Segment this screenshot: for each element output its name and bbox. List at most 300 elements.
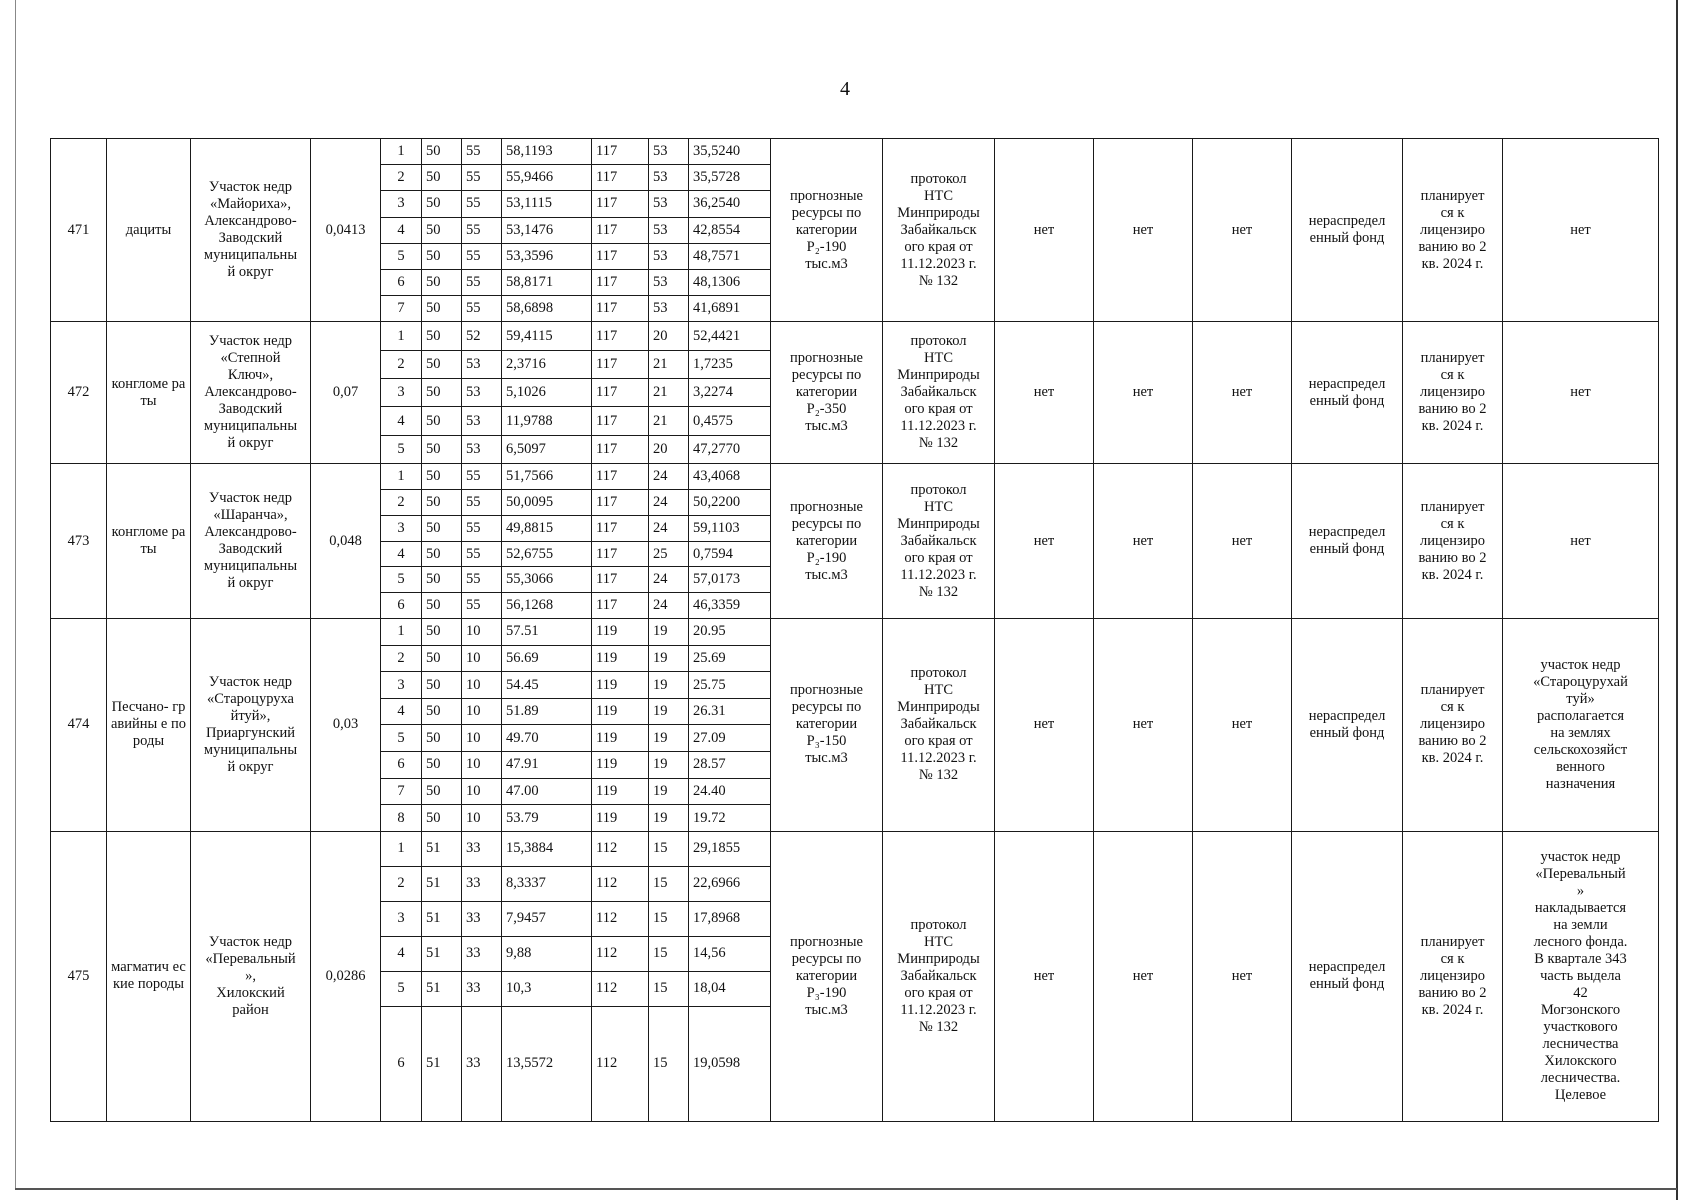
cell-line: протокол: [910, 481, 967, 498]
coordinate-value: 53: [649, 296, 689, 322]
cell-line: ванию во 2: [1418, 733, 1487, 750]
cell-line: нераспредел: [1308, 213, 1386, 230]
cell-line: »: [1576, 882, 1585, 899]
cell-line: ся к: [1440, 367, 1465, 384]
cell-line: ся к: [1440, 204, 1465, 221]
status-col-10: нет: [1094, 831, 1193, 1121]
coordinate-value: 15: [649, 831, 689, 866]
coordinate-value: 10: [462, 672, 502, 699]
coordinate-value: 55: [462, 490, 502, 516]
coordinate-value: 19: [649, 619, 689, 646]
cell-line: ого края от: [904, 733, 973, 750]
cell-line: НТС: [924, 350, 953, 367]
coordinate-value: 55: [462, 567, 502, 593]
coordinate-value: 24.40: [689, 778, 771, 805]
cell-line: Хилокский: [216, 984, 285, 1001]
coordinate-value: 117: [592, 567, 649, 593]
cell-line: ся к: [1440, 699, 1465, 716]
cell-line: лицензиро: [1420, 532, 1485, 549]
coordinate-value: 50: [422, 778, 462, 805]
fund-status: [1292, 322, 1403, 464]
point-number: 1: [381, 322, 422, 350]
cell-line: Забайкальск: [900, 384, 977, 401]
coordinate-value: 119: [592, 645, 649, 672]
cell-line: «Шаранча»,: [213, 507, 288, 524]
point-number: 6: [381, 752, 422, 779]
coordinate-value: 52,6755: [502, 541, 592, 567]
point-number: 2: [381, 866, 422, 901]
record-number: 475: [51, 831, 107, 1121]
scan-edge-right: [1676, 0, 1678, 1200]
cell-line: лицензиро: [1420, 384, 1485, 401]
coordinate-value: 41,6891: [689, 296, 771, 322]
cell-line: протокол: [910, 916, 967, 933]
point-number: 6: [381, 269, 422, 295]
cell-line: й округ: [227, 575, 274, 592]
cell-line: ресурсы по: [791, 950, 862, 967]
coordinate-value: 117: [592, 435, 649, 463]
cell-line: НТС: [924, 187, 953, 204]
coordinate-value: 53: [649, 217, 689, 243]
status-col-11: нет: [1193, 831, 1292, 1121]
coordinate-value: 117: [592, 322, 649, 350]
coordinate-value: 55: [462, 541, 502, 567]
cell-line: № 132: [918, 272, 959, 289]
fund-status: [1292, 464, 1403, 619]
cell-line: планирует: [1420, 682, 1485, 699]
status-col-11: нет: [1193, 464, 1292, 619]
coordinate-value: 24: [649, 464, 689, 490]
coordinate-value: 55,3066: [502, 567, 592, 593]
cell-line: прогнозные: [790, 682, 863, 699]
cell-line: участок недр: [1540, 848, 1621, 865]
coordinate-value: 15: [649, 866, 689, 901]
coordinate-value: 24: [649, 515, 689, 541]
cell-line: енный фонд: [1309, 392, 1385, 409]
site-name: [191, 464, 311, 619]
cell-line: кв. 2024 г.: [1421, 1001, 1484, 1018]
cell-line: ого края от: [904, 549, 973, 566]
coordinate-value: 55: [462, 165, 502, 191]
cell-line: категории: [795, 967, 858, 984]
coordinate-value: 25.75: [689, 672, 771, 699]
subsoil-registry-table: [50, 138, 1659, 1122]
coordinate-value: 117: [592, 407, 649, 435]
cell-line: тыс.м3: [805, 566, 848, 583]
point-number: 3: [381, 379, 422, 407]
coordinate-value: 55,9466: [502, 165, 592, 191]
coordinate-value: 33: [462, 866, 502, 901]
coordinate-value: 50: [422, 269, 462, 295]
cell-line: «Майориха»,: [210, 196, 291, 213]
coordinate-value: 51,7566: [502, 464, 592, 490]
protocol-ref: [883, 322, 995, 464]
coordinate-value: 53: [649, 269, 689, 295]
coordinate-value: 59,1103: [689, 515, 771, 541]
cell-line: Минприроды: [897, 204, 980, 221]
coordinate-value: 58,1193: [502, 139, 592, 165]
coordinate-value: 112: [592, 936, 649, 971]
coordinate-value: 15: [649, 901, 689, 936]
cell-line: венного: [1556, 758, 1605, 775]
coordinate-value: 19: [649, 752, 689, 779]
coordinate-value: 43,4068: [689, 464, 771, 490]
forecast-resources: [771, 831, 883, 1121]
coordinate-value: 55: [462, 139, 502, 165]
point-number: 4: [381, 936, 422, 971]
coordinate-value: 54.45: [502, 672, 592, 699]
mineral-type: магматич еские породы: [107, 831, 191, 1121]
coordinate-value: 119: [592, 619, 649, 646]
coordinate-value: 20: [649, 322, 689, 350]
cell-line: планирует: [1420, 350, 1485, 367]
coordinate-value: 50: [422, 464, 462, 490]
cell-line: прогнозные: [790, 350, 863, 367]
record-number: 474: [51, 619, 107, 832]
coordinate-value: 51: [422, 936, 462, 971]
coordinate-value: 117: [592, 379, 649, 407]
cell-line: Минприроды: [897, 950, 980, 967]
coordinate-value: 33: [462, 1006, 502, 1121]
coordinate-value: 10: [462, 778, 502, 805]
coordinate-value: 50: [422, 805, 462, 832]
coordinate-value: 117: [592, 191, 649, 217]
site-area: 0,048: [311, 464, 381, 619]
point-number: 5: [381, 971, 422, 1006]
cell-line: лицензиро: [1420, 967, 1485, 984]
cell-line: Александрово-: [204, 213, 297, 230]
cell-line: ванию во 2: [1418, 549, 1487, 566]
status-col-11: нет: [1193, 139, 1292, 322]
cell-line: район: [232, 1001, 269, 1018]
cell-line: категории: [795, 221, 858, 238]
coordinate-value: 33: [462, 901, 502, 936]
coordinate-value: 47.00: [502, 778, 592, 805]
coordinate-value: 35,5240: [689, 139, 771, 165]
coordinate-value: 8,3337: [502, 866, 592, 901]
coordinate-value: 119: [592, 805, 649, 832]
table-row: [51, 619, 1659, 646]
coordinate-value: 50: [422, 191, 462, 217]
coordinate-value: 55: [462, 191, 502, 217]
point-number: 5: [381, 725, 422, 752]
cell-line: кв. 2024 г.: [1421, 566, 1484, 583]
cell-line: ресурсы по: [791, 204, 862, 221]
cell-line: накладывается: [1534, 899, 1627, 916]
cell-line: № 132: [918, 767, 959, 784]
coordinate-value: 117: [592, 515, 649, 541]
coordinate-value: 117: [592, 243, 649, 269]
cell-line: Минприроды: [897, 367, 980, 384]
cell-line: № 132: [918, 583, 959, 600]
coordinate-value: 28.57: [689, 752, 771, 779]
site-name: [191, 139, 311, 322]
cell-line: Участок недр: [208, 490, 293, 507]
coordinate-value: 10: [462, 698, 502, 725]
coordinate-value: 46,3359: [689, 593, 771, 619]
cell-line: ого края от: [904, 238, 973, 255]
cell-line: Участок недр: [208, 333, 293, 350]
cell-line: прогнозные: [790, 498, 863, 515]
cell-line: енный фонд: [1309, 724, 1385, 741]
coordinate-value: 9,88: [502, 936, 592, 971]
cell-line: ванию во 2: [1418, 984, 1487, 1001]
cell-line: «Перевальный: [1535, 865, 1626, 882]
cell-line: туй»: [1566, 690, 1595, 707]
site-note: [1503, 619, 1659, 832]
status-col-11: нет: [1193, 322, 1292, 464]
coordinate-value: 3,2274: [689, 379, 771, 407]
status-col-9: нет: [995, 322, 1094, 464]
cell-line: ого края от: [904, 984, 973, 1001]
coordinate-value: 25.69: [689, 645, 771, 672]
cell-line: протокол: [910, 170, 967, 187]
cell-line: P₃-150: [806, 733, 847, 750]
coordinate-value: 57.51: [502, 619, 592, 646]
coordinate-value: 50: [422, 243, 462, 269]
coordinate-value: 50: [422, 567, 462, 593]
cell-line: й округ: [227, 435, 274, 452]
cell-line: сельскохозяйст: [1533, 741, 1628, 758]
coordinate-value: 52,4421: [689, 322, 771, 350]
site-area: 0,07: [311, 322, 381, 464]
status-col-9: нет: [995, 464, 1094, 619]
cell-line: на землях: [1550, 724, 1611, 741]
point-number: 1: [381, 139, 422, 165]
coordinate-value: 117: [592, 269, 649, 295]
coordinate-value: 0,4575: [689, 407, 771, 435]
coordinate-value: 50,0095: [502, 490, 592, 516]
coordinate-value: 50: [422, 435, 462, 463]
cell-line: тыс.м3: [805, 750, 848, 767]
coordinate-value: 7,9457: [502, 901, 592, 936]
coordinate-value: 51: [422, 901, 462, 936]
coordinate-value: 48,1306: [689, 269, 771, 295]
mineral-type: конгломе раты: [107, 464, 191, 619]
cell-line: В квартале 343: [1534, 950, 1627, 967]
cell-line: Забайкальск: [900, 967, 977, 984]
coordinate-value: 55: [462, 464, 502, 490]
coordinate-value: 119: [592, 672, 649, 699]
coordinate-value: 10: [462, 805, 502, 832]
coordinate-value: 55: [462, 296, 502, 322]
status-col-9: нет: [995, 619, 1094, 832]
cell-line: P₂-190: [806, 238, 847, 255]
coordinate-value: 25: [649, 541, 689, 567]
cell-line: категории: [795, 384, 858, 401]
coordinate-value: 112: [592, 1006, 649, 1121]
forecast-resources: [771, 322, 883, 464]
site-area: 0,0413: [311, 139, 381, 322]
coordinate-value: 50: [422, 350, 462, 378]
coordinate-value: 10: [462, 725, 502, 752]
coordinate-value: 53: [462, 379, 502, 407]
coordinate-value: 36,2540: [689, 191, 771, 217]
cell-line: на земли: [1553, 916, 1608, 933]
coordinate-value: 57,0173: [689, 567, 771, 593]
coordinate-value: 50: [422, 645, 462, 672]
coordinate-value: 50: [422, 619, 462, 646]
coordinate-value: 55: [462, 243, 502, 269]
coordinate-value: 29,1855: [689, 831, 771, 866]
coordinate-value: 49,8815: [502, 515, 592, 541]
site-note: [1503, 322, 1659, 464]
cell-line: Александрово-: [204, 524, 297, 541]
cell-line: й округ: [227, 758, 274, 775]
coordinate-value: 20.95: [689, 619, 771, 646]
coordinate-value: 21: [649, 350, 689, 378]
record-number: 473: [51, 464, 107, 619]
coordinate-value: 15: [649, 971, 689, 1006]
coordinate-value: 50: [422, 379, 462, 407]
coordinate-value: 50: [422, 593, 462, 619]
status-col-9: нет: [995, 139, 1094, 322]
coordinate-value: 35,5728: [689, 165, 771, 191]
coordinate-value: 53,1476: [502, 217, 592, 243]
fund-status: [1292, 831, 1403, 1121]
cell-line: протокол: [910, 333, 967, 350]
cell-line: 11.12.2023 г.: [900, 418, 977, 435]
coordinate-value: 47.91: [502, 752, 592, 779]
cell-line: тыс.м3: [805, 418, 848, 435]
cell-line: муниципальны: [203, 418, 298, 435]
cell-line: планирует: [1420, 498, 1485, 515]
forecast-resources: [771, 464, 883, 619]
cell-line: 11.12.2023 г.: [900, 566, 977, 583]
coordinate-value: 53: [649, 191, 689, 217]
cell-line: лесничества: [1542, 1035, 1619, 1052]
protocol-ref: [883, 464, 995, 619]
coordinate-value: 55: [462, 217, 502, 243]
fund-status: [1292, 619, 1403, 832]
table-row: [51, 139, 1659, 165]
cell-line: Участок недр: [208, 179, 293, 196]
coordinate-value: 27.09: [689, 725, 771, 752]
coordinate-value: 51: [422, 1006, 462, 1121]
protocol-ref: [883, 139, 995, 322]
point-number: 4: [381, 217, 422, 243]
cell-line: Могзонского: [1540, 1001, 1621, 1018]
coordinate-value: 14,56: [689, 936, 771, 971]
cell-line: «Староцурухай: [1533, 673, 1628, 690]
coordinate-value: 53: [462, 435, 502, 463]
coordinate-value: 26.31: [689, 698, 771, 725]
point-number: 4: [381, 541, 422, 567]
coordinate-value: 33: [462, 971, 502, 1006]
point-number: 5: [381, 435, 422, 463]
coordinate-value: 112: [592, 971, 649, 1006]
cell-line: категории: [795, 716, 858, 733]
cell-line: прогнозные: [790, 933, 863, 950]
cell-line: 11.12.2023 г.: [900, 255, 977, 272]
coordinate-value: 51.89: [502, 698, 592, 725]
coordinate-value: 55: [462, 593, 502, 619]
coordinate-value: 42,8554: [689, 217, 771, 243]
site-note: [1503, 139, 1659, 322]
cell-line: категории: [795, 532, 858, 549]
coordinate-value: 58,8171: [502, 269, 592, 295]
record-number: 472: [51, 322, 107, 464]
cell-line: «Степной: [220, 350, 281, 367]
cell-line: часть выдела: [1540, 967, 1621, 984]
coordinate-value: 119: [592, 752, 649, 779]
cell-line: ресурсы по: [791, 515, 862, 532]
coordinate-value: 117: [592, 139, 649, 165]
cell-line: тыс.м3: [805, 1001, 848, 1018]
status-col-10: нет: [1094, 619, 1193, 832]
coordinate-value: 47,2770: [689, 435, 771, 463]
record-number: 471: [51, 139, 107, 322]
licensing-plan: [1403, 464, 1503, 619]
coordinate-value: 50: [422, 672, 462, 699]
coordinate-value: 50: [422, 296, 462, 322]
cell-line: енный фонд: [1309, 541, 1385, 558]
status-col-10: нет: [1094, 322, 1193, 464]
licensing-plan: [1403, 322, 1503, 464]
cell-line: Минприроды: [897, 515, 980, 532]
coordinate-value: 117: [592, 541, 649, 567]
coordinate-value: 18,04: [689, 971, 771, 1006]
coordinate-value: 48,7571: [689, 243, 771, 269]
coordinate-value: 24: [649, 593, 689, 619]
coordinate-value: 56,1268: [502, 593, 592, 619]
cell-line: Заводский: [218, 230, 283, 247]
coordinate-value: 6,5097: [502, 435, 592, 463]
cell-line: № 132: [918, 1018, 959, 1035]
coordinate-value: 10,3: [502, 971, 592, 1006]
coordinate-value: 55: [462, 515, 502, 541]
coordinate-value: 53: [462, 407, 502, 435]
site-name: [191, 831, 311, 1121]
cell-line: тыс.м3: [805, 255, 848, 272]
coordinate-value: 51: [422, 831, 462, 866]
coordinate-value: 19: [649, 778, 689, 805]
status-col-9: нет: [995, 831, 1094, 1121]
coordinate-value: 55: [462, 269, 502, 295]
coordinate-value: 0,7594: [689, 541, 771, 567]
cell-line: Заводский: [218, 401, 283, 418]
coordinate-value: 50: [422, 407, 462, 435]
coordinate-value: 50: [422, 165, 462, 191]
cell-line: ресурсы по: [791, 367, 862, 384]
fund-status: [1292, 139, 1403, 322]
protocol-ref: [883, 619, 995, 832]
coordinate-value: 2,3716: [502, 350, 592, 378]
coordinate-value: 51: [422, 866, 462, 901]
page-number: 4: [840, 78, 850, 100]
cell-line: НТС: [924, 498, 953, 515]
site-area: 0,03: [311, 619, 381, 832]
coordinate-value: 50: [422, 698, 462, 725]
point-number: 5: [381, 243, 422, 269]
cell-line: планирует: [1420, 933, 1485, 950]
coordinate-value: 117: [592, 350, 649, 378]
status-col-10: нет: [1094, 464, 1193, 619]
cell-line: лесного фонда.: [1533, 933, 1628, 950]
cell-line: ся к: [1440, 515, 1465, 532]
coordinate-value: 17,8968: [689, 901, 771, 936]
cell-line: й округ: [227, 264, 274, 281]
coordinate-value: 10: [462, 645, 502, 672]
mineral-type: дациты: [107, 139, 191, 322]
coordinate-value: 58,6898: [502, 296, 592, 322]
coordinate-value: 1,7235: [689, 350, 771, 378]
point-number: 6: [381, 1006, 422, 1121]
coordinate-value: 11,9788: [502, 407, 592, 435]
coordinate-value: 50: [422, 752, 462, 779]
coordinate-value: 52: [462, 322, 502, 350]
cell-line: нераспредел: [1308, 959, 1386, 976]
